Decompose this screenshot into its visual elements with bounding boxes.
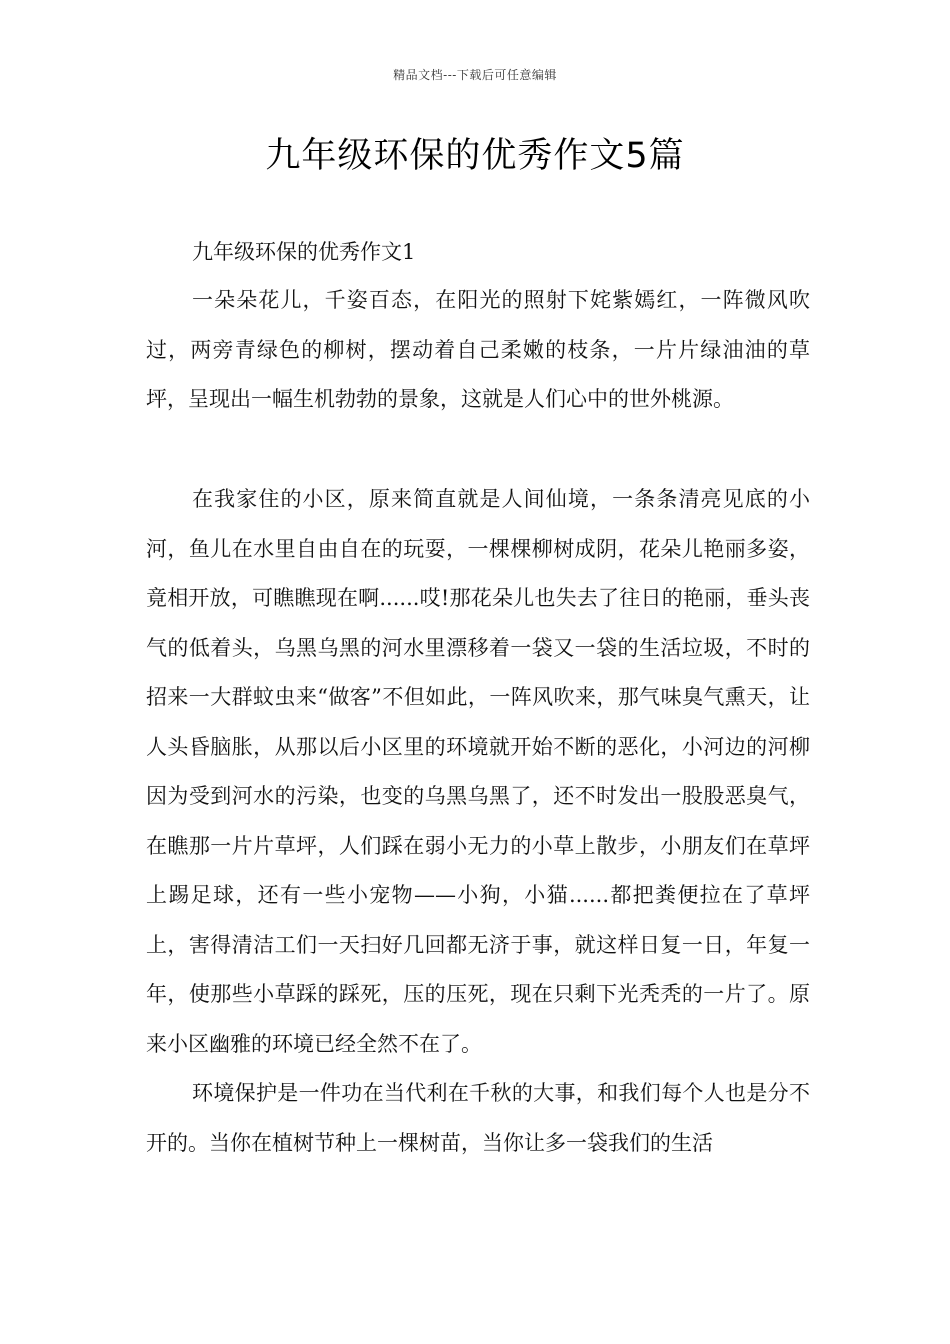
paragraph-3: 环境保护是一件功在当代利在千秋的大事，和我们每个人也是分不开的。当你在植树节种上一棵树苗，当你让多一袋我们的生活 <box>146 1081 810 1155</box>
paragraph-1: 一朵朵花儿，千姿百态，在阳光的照射下姹紫嫣红，一阵微风吹过，两旁青绿色的柳树，摆动着自己柔嫩的枝条，一片片绿油油的草坪，呈现出一幅生机勃勃的景象，这就是人们心中的世外桃源。 <box>146 288 810 411</box>
section-heading: 九年级环保的优秀作文1 <box>192 240 416 264</box>
body-block-1 <box>146 276 810 425</box>
body-block-2 <box>146 475 810 1168</box>
header-note: 精品文档---下载后可任意编辑 <box>393 68 557 82</box>
paragraph-2: 在我家住的小区，原来简直就是人间仙境，一条条清亮见底的小河，鱼儿在水里自由自在的玩耍，一棵棵柳树成阴，花朵儿艳丽多姿，竟相开放，可瞧瞧现在啊......哎!那花朵儿也失去了往日的艳丽，垂头丧气的低着头，乌黑乌黑的河水里漂移着一袋又一袋的生活垃圾，不时的招来一大群蚊虫来“做客”不但如此，一阵风吹来，那气味臭气熏天，让人头昏脑胀，从那以后小区里的环境就开始不断的恶化，小河边的河柳因为受到河水的污染，也变的乌黑乌黑了，还不时发出一股股恶臭气，在瞧那一片片草坪，人们踩在弱小无力的小草上散步，小朋友们在草坪上踢足球，还有一些小宠物——小狗，小猫......都把粪便拉在了草坪上，害得清洁工们一天扫好几回都无济于事，就这样日复一日，年复一年，使那些小草踩的踩死，压的压死，现在只剩下光秃秃的一片了。原来小区幽雅的环境已经全然不在了。 <box>146 487 810 1056</box>
document-title: 九年级环保的优秀作文5篇 <box>265 136 685 176</box>
